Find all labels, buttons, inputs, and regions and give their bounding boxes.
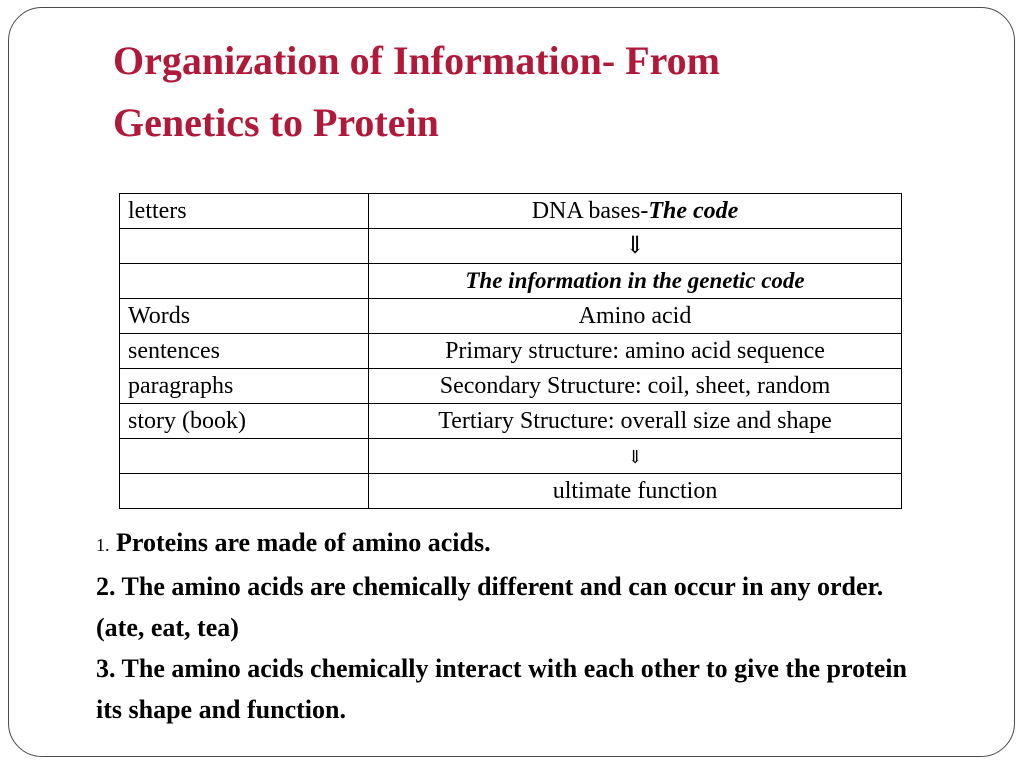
- table-cell-analogy: Words: [120, 299, 369, 334]
- key-points: [96, 522, 916, 730]
- table-row: [120, 404, 902, 439]
- table-cell-analogy: [120, 439, 369, 474]
- point-1-text: Proteins are made of amino acids.: [109, 528, 491, 557]
- point-1-number: 1.: [96, 535, 110, 555]
- table-cell-analogy: [120, 264, 369, 299]
- table-cell-biology: Tertiary Structure: overall size and shape: [369, 404, 902, 439]
- table-cell-analogy: [120, 229, 369, 264]
- table-cell-biology: [369, 229, 902, 264]
- cell-emphasis: The code: [648, 198, 739, 224]
- table-row: [120, 229, 902, 264]
- table-cell-biology: [369, 194, 902, 229]
- table-row: [120, 334, 902, 369]
- table-cell-analogy: [120, 474, 369, 509]
- table-cell-biology: [369, 439, 902, 474]
- table-row: [120, 369, 902, 404]
- table-cell-analogy: sentences: [120, 334, 369, 369]
- point-2: 2. The amino acids are chemically different and can occur in any order. (ate, eat, tea): [96, 572, 884, 642]
- slide-title-line-2: Genetics to Protein: [113, 100, 439, 145]
- table-row: [120, 439, 902, 474]
- table-row: [120, 474, 902, 509]
- slide-title: [113, 30, 933, 154]
- table-cell-analogy: letters: [120, 194, 369, 229]
- table-row: [120, 264, 902, 299]
- table-row: [120, 299, 902, 334]
- cell-text: DNA bases-: [531, 198, 649, 224]
- table-row: [120, 194, 902, 229]
- down-arrow-icon: ⇓: [624, 233, 646, 259]
- down-arrow-icon: ⇓: [627, 446, 643, 467]
- point-3: 3. The amino acids chemically interact with each other to give the protein its shape and function.: [96, 654, 907, 724]
- table-cell-biology: The information in the genetic code: [369, 264, 902, 299]
- table-cell-analogy: story (book): [120, 404, 369, 439]
- point-1: [96, 522, 916, 566]
- table-cell-biology: ultimate function: [369, 474, 902, 509]
- table-cell-biology: Amino acid: [369, 299, 902, 334]
- table-cell-biology: Secondary Structure: coil, sheet, random: [369, 369, 902, 404]
- table-cell-analogy: paragraphs: [120, 369, 369, 404]
- analogy-table: [119, 193, 902, 509]
- slide-title-line-1: Organization of Information- From: [113, 38, 720, 83]
- table-cell-biology: Primary structure: amino acid sequence: [369, 334, 902, 369]
